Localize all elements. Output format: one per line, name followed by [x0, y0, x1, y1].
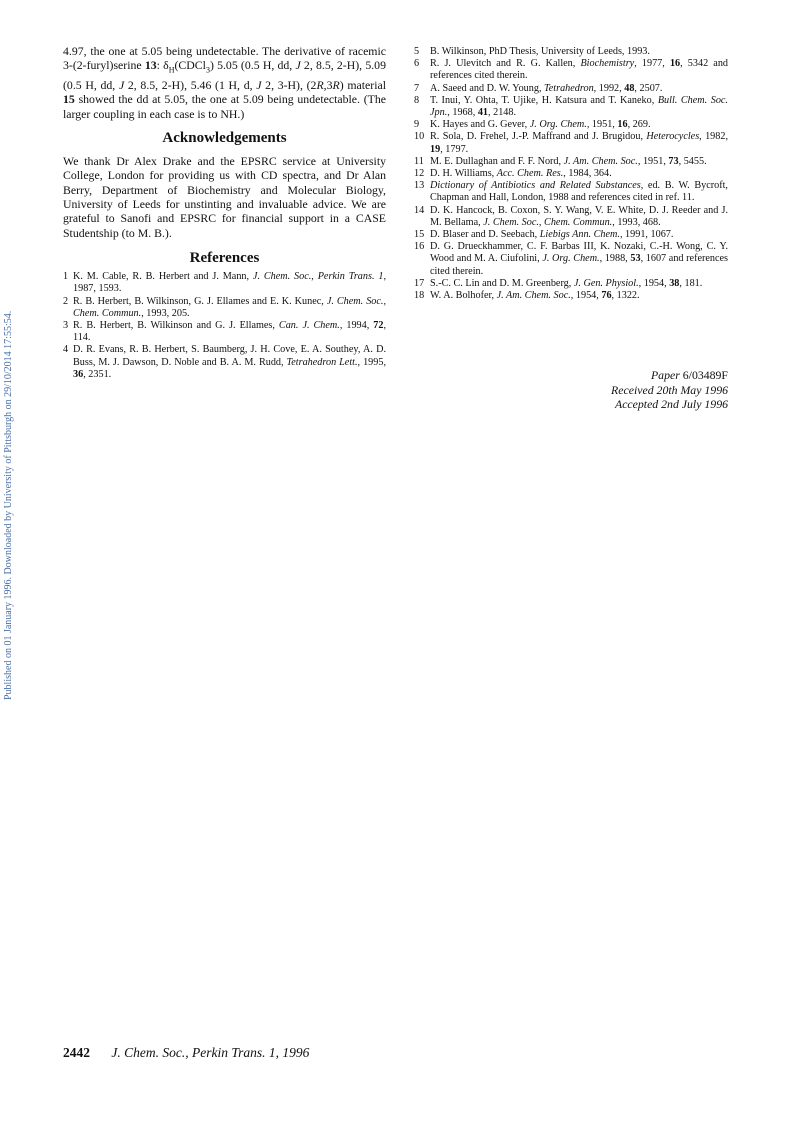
reference-journal: Heterocycles	[646, 131, 700, 143]
left-column	[63, 44, 386, 381]
reference-journal: Dictionary of Antibiotics and Related Substances	[430, 180, 641, 192]
reference-volume: 16	[617, 119, 628, 131]
reference-item	[414, 168, 728, 180]
reference-pages: , 5342 and references cited therein.	[430, 58, 729, 82]
reference-pages: , 114.	[73, 320, 386, 344]
reference-number: 11	[414, 155, 424, 167]
reference-year: , 1968,	[447, 107, 478, 119]
reference-year: , 1992,	[593, 82, 625, 94]
reference-item	[414, 241, 728, 278]
reference-authors: D. Blaser and D. Seebach,	[430, 229, 540, 241]
text-run: 2, 8.5, 2-H), 5.09 (0.5 H, dd,	[63, 58, 386, 92]
acknowledgements-heading: Acknowledgements	[162, 129, 287, 146]
watermark-text: Published on 01 January 1996. Downloaded by University of Pittsburgh on 29/10/2014 17:55:54.	[3, 310, 14, 700]
reference-authors: D. R. Evans, R. B. Herbert, S. Baumberg, J. H. Cove, E. A. Southey, A. D. Buss, M. J. Dawson, D. Noble and B. A. M. Rudd,	[73, 344, 386, 368]
journal-citation: J. Chem. Soc., Perkin Trans. 1, 1996	[111, 1045, 310, 1060]
reference-pages: , 2148.	[488, 107, 517, 119]
reference-journal: Biochemistry	[580, 58, 635, 70]
reference-journal: J. Org. Chem.	[529, 119, 587, 131]
coupling-symbol: J	[118, 77, 125, 92]
reference-authors: B. Wilkinson, PhD Thesis, University of Leeds, 1993.	[430, 46, 650, 57]
reference-number: 17	[414, 277, 425, 289]
reference-journal: Can. J. Chem.	[278, 320, 340, 332]
text-run: : δ	[156, 58, 169, 73]
reference-year: , 1991, 1067.	[619, 229, 674, 241]
acknowledgements-text: We thank Dr Alex Drake and the EPSRC service at University College, London for providing us with CD spectra, and Dr Alan Berry, Department of Biochemistry and Molecular Biology, University of Leeds for unstinting and invaluable advice. We are grateful to Sanofi and EPSRC for financial support in a CASE Studentship (to M. B.).	[63, 154, 386, 240]
reference-volume: 16	[669, 58, 681, 70]
reference-volume: 41	[477, 107, 489, 119]
reference-item	[414, 119, 728, 131]
reference-journal: Liebigs Ann. Chem.	[539, 229, 620, 241]
reference-volume: 19	[430, 143, 441, 155]
references-heading: References	[189, 249, 260, 266]
paper-id	[508, 368, 728, 383]
reference-year: , 1993, 205.	[141, 307, 190, 319]
reference-authors: R. B. Herbert, B. Wilkinson and G. J. Ellames,	[73, 320, 279, 332]
text-run: 4.97, the one at 5.05 being undetectable. The derivative of racemic 3-(2-furyl)serine	[63, 44, 386, 73]
reference-journal: Acc. Chem. Res.	[496, 168, 564, 180]
text-run: (CDCl	[174, 58, 206, 73]
submission-info	[508, 368, 728, 412]
reference-pages: , 5455.	[678, 155, 707, 167]
reference-authors: R. Sola, D. Frehel, J.-P. Maffrand and J. Brugidou,	[430, 131, 647, 143]
reference-item	[414, 205, 728, 229]
reference-authors: D. K. Hancock, B. Coxon, S. Y. Wang, V. E. White, D. J. Reeder and J. M. Bellama,	[430, 204, 728, 228]
reference-authors: M. E. Dullaghan and F. F. Nord,	[430, 155, 564, 167]
reference-year: , 1984, 364.	[563, 168, 612, 180]
right-column	[414, 46, 728, 302]
reference-year: , 1954,	[570, 290, 602, 302]
reference-pages: , 1797.	[440, 143, 469, 155]
reference-item	[414, 290, 728, 302]
reference-journal: J. Chem. Soc., Perkin Trans. 1	[252, 271, 384, 283]
reference-number: 7	[414, 82, 420, 94]
page-footer	[63, 1045, 309, 1061]
reference-pages: , 2507.	[634, 82, 663, 94]
references-list-left	[63, 271, 386, 381]
stereo-symbol: R	[316, 77, 324, 92]
reference-item	[414, 95, 728, 119]
reference-authors: D. H. Williams,	[430, 168, 497, 180]
reference-item	[414, 58, 728, 82]
reference-authors: T. Inui, Y. Ohta, T. Ujike, H. Katsura and T. Kaneko,	[430, 94, 658, 106]
reference-item	[414, 46, 728, 58]
reference-volume: 36	[73, 368, 84, 380]
references-list-right	[414, 46, 728, 302]
reference-year: , 1982,	[699, 131, 729, 143]
reference-pages: , 1322.	[611, 290, 640, 302]
text-run: 2, 8.5, 2-H), 5.46 (1 H, d,	[124, 77, 257, 92]
reference-journal: Tetrahedron Lett.	[286, 356, 358, 368]
reference-authors: K. M. Cable, R. B. Herbert and J. Mann,	[73, 271, 253, 283]
reference-authors: R. J. Ulevitch and R. G. Kallen,	[430, 58, 581, 70]
reference-volume: 48	[624, 82, 635, 94]
reference-authors: A. Saeed and D. W. Young,	[430, 82, 545, 94]
accepted-date: Accepted 2nd July 1996	[614, 397, 728, 412]
text-run: 2, 3-H), (2	[261, 77, 317, 92]
reference-number: 9	[414, 119, 420, 131]
reference-number: 4	[63, 344, 69, 356]
reference-number: 3	[63, 320, 69, 332]
reference-volume: 76	[601, 290, 612, 302]
coupling-symbol: J	[295, 58, 301, 73]
reference-year: , 1995,	[357, 356, 386, 368]
reference-journal: J. Am. Chem. Soc.	[496, 290, 571, 302]
reference-journal: J. Am. Chem. Soc.	[563, 155, 638, 167]
compound-number: 13	[144, 58, 157, 73]
reference-number: 14	[414, 204, 425, 216]
text-run: ) 5.05 (0.5 H, dd,	[209, 58, 296, 73]
reference-volume: 72	[373, 320, 384, 332]
reference-pages: , 2351.	[83, 368, 112, 380]
reference-authors: W. A. Bolhofer,	[430, 290, 497, 302]
reference-number: 12	[414, 168, 425, 180]
reference-item	[63, 271, 386, 295]
text-run: showed the dd at 5.05, the one at 5.09 being undetectable. (The larger coupling in each case is to NH.)	[63, 92, 386, 121]
reference-authors: D. G. Drueckhammer, C. F. Barbas III, K. Nozaki, C.-H. Wong, C. Y. Wood and M. A. Ciufolini,	[430, 241, 728, 265]
reference-number: 15	[414, 229, 425, 241]
stereo-symbol: R	[332, 77, 340, 92]
reference-year: , 1987, 1593.	[73, 271, 386, 295]
reference-item	[414, 180, 728, 204]
reference-number: 6	[414, 58, 420, 70]
subscript: H	[168, 65, 175, 75]
reference-journal: J. Chem. Soc., Chem. Commun.	[483, 216, 613, 228]
reference-year: , 1994,	[339, 320, 374, 332]
nmr-paragraph	[63, 44, 386, 121]
subscript: 3	[205, 65, 210, 75]
text-run: ) material	[339, 77, 386, 92]
reference-year: , 1951,	[586, 119, 618, 131]
reference-number: 8	[414, 94, 420, 106]
reference-year: , 1988,	[599, 253, 631, 265]
reference-journal: J. Gen. Physiol.	[573, 277, 639, 289]
reference-number: 10	[414, 131, 425, 143]
reference-item	[414, 156, 728, 168]
reference-volume: 38	[669, 277, 680, 289]
reference-item	[414, 83, 728, 95]
reference-pages: , 269.	[627, 119, 651, 131]
reference-number: 1	[63, 271, 69, 283]
coupling-symbol: J	[256, 77, 262, 92]
reference-item	[63, 320, 386, 344]
reference-item	[414, 131, 728, 155]
reference-year: , 1993, 468.	[612, 216, 661, 228]
reference-authors: S.-C. C. Lin and D. M. Greenberg,	[430, 277, 574, 289]
paper-label: Paper	[650, 368, 680, 382]
reference-year: , 1977,	[634, 58, 670, 70]
reference-volume: 73	[668, 155, 679, 167]
reference-year: , 1954,	[638, 277, 670, 289]
compound-number: 15	[63, 92, 75, 107]
reference-number: 5	[414, 46, 420, 57]
reference-item	[414, 278, 728, 290]
reference-journal: J. Org. Chem.	[542, 253, 600, 265]
reference-number: 13	[414, 180, 425, 192]
reference-journal: J. Chem. Soc., Chem. Commun.	[73, 295, 386, 319]
reference-number: 18	[414, 290, 425, 302]
reference-pages: , 1607 and references cited therein.	[430, 253, 729, 277]
text-run: ,3	[323, 77, 333, 92]
paper-number: 6/03489F	[679, 368, 728, 382]
reference-journal: Bull. Chem. Soc. Jpn.	[430, 94, 728, 119]
reference-item	[63, 296, 386, 320]
reference-year: , ed. B. W. Bycroft, Chapman and Hall, London, 1988 and references cited in ref. 11.	[430, 180, 728, 204]
received-date: Received 20th May 1996	[611, 382, 728, 397]
reference-number: 16	[414, 241, 425, 253]
reference-item	[63, 344, 386, 381]
download-watermark	[3, 300, 15, 700]
reference-pages: , 181.	[679, 277, 703, 289]
reference-year: , 1951,	[637, 155, 669, 167]
reference-number: 2	[63, 295, 69, 307]
reference-authors: R. B. Herbert, B. Wilkinson, G. J. Ellames and E. K. Kunec,	[73, 295, 327, 307]
page-number: 2442	[63, 1045, 90, 1060]
reference-item	[414, 229, 728, 241]
reference-authors: K. Hayes and G. Gever,	[430, 119, 530, 131]
reference-volume: 53	[630, 253, 641, 265]
reference-journal: Tetrahedron	[544, 82, 594, 94]
